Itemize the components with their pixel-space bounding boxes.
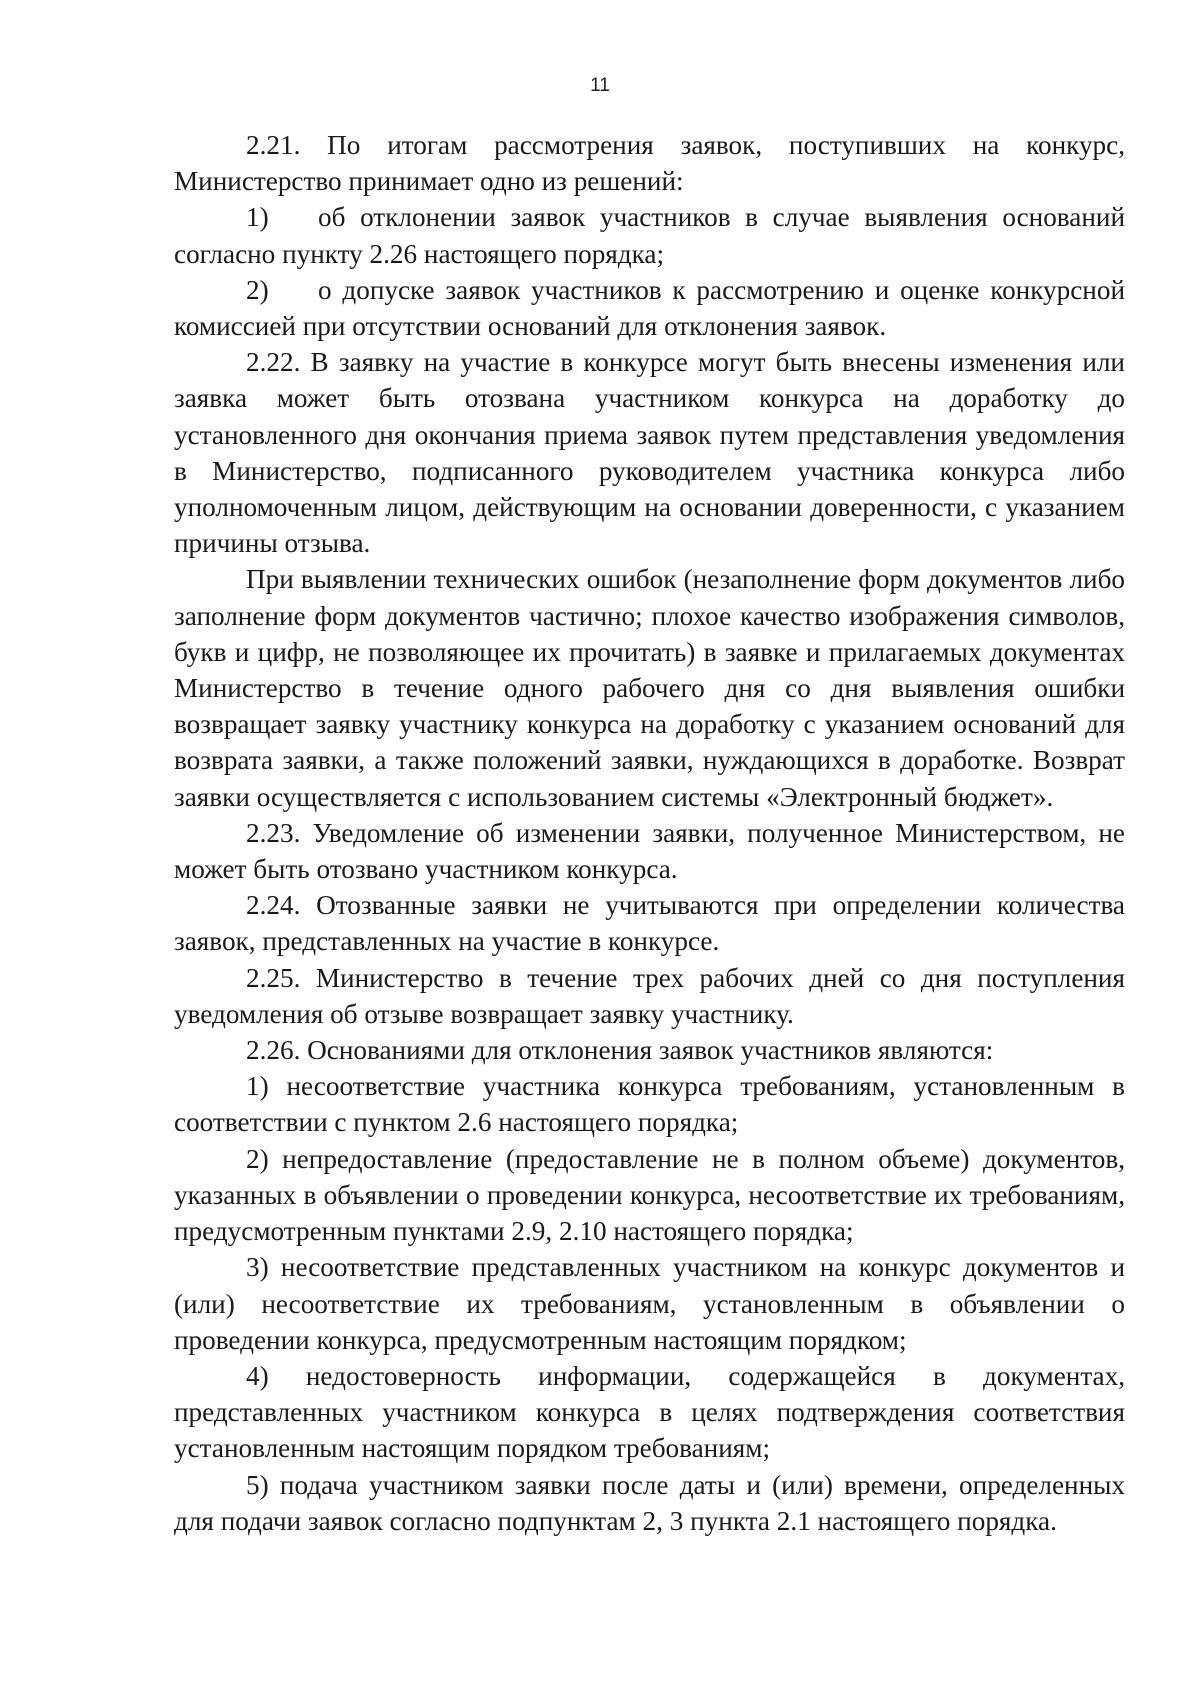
item-number: 1) bbox=[246, 202, 269, 233]
item-text: об отклонении заявок участников в случае выявления оснований согласно пункту 2.26 настоящего порядка; bbox=[174, 202, 1125, 269]
paragraph-technical-errors: При выявлении технических ошибок (незаполнение форм документов либо заполнение форм документов частично; плохое качество изображения символов, букв и цифр, не позволяющее их прочитать) в заявке и прилагаемых документах Министерство в течение одного рабочего дня со дня выявления ошибки возвращает заявку участнику конкурса на доработку с указанием оснований для возврата заявки, а также положений заявки, нуждающихся в доработке. Возврат заявки осуществляется с использованием системы «Электронный бюджет». bbox=[174, 564, 1125, 812]
paragraph-2-26-item-4: 4) недостоверность информации, содержащейся в документах, представленных участником конкурса в целях подтверждения соответствия установленным настоящим порядком требованиям; bbox=[174, 1360, 1125, 1464]
paragraph-2-26-item-1: 1) несоответствие участника конкурса требованиям, установленным в соответствии с пунктом 2.6 настоящего порядка; bbox=[174, 1071, 1125, 1138]
paragraph-2-26: 2.26. Основаниями для отклонения заявок участников являются: bbox=[246, 1035, 994, 1066]
item-number: 2) bbox=[246, 274, 269, 305]
item-text: о допуске заявок участников к рассмотрению и оценке конкурсной комиссией при отсутствии оснований для отклонения заявок. bbox=[174, 274, 1125, 342]
paragraph-2-21: 2.21. По итогам рассмотрения заявок, поступивших на конкурс, Министерство принимает одно из решений: bbox=[174, 130, 1125, 197]
paragraph-2-21-item-1 bbox=[174, 199, 1125, 271]
document-body bbox=[174, 127, 1125, 1539]
paragraph-2-26-item-5: 5) подача участником заявки после даты и (или) времени, определенных для подачи заявок согласно подпунктам 2, 3 пункта 2.1 настоящего порядка. bbox=[174, 1469, 1125, 1536]
paragraph-2-26-item-2: 2) непредоставление (предоставление не в полном объеме) документов, указанных в объявлении о проведении конкурса, несоответствие их требованиям, предусмотренным пунктами 2.9, 2.10 настоящего порядка; bbox=[174, 1143, 1125, 1247]
paragraph-2-21-item-2 bbox=[174, 272, 1125, 344]
paragraph-2-23: 2.23. Уведомление об изменении заявки, полученное Министерством, не может быть отозвано участником конкурса. bbox=[174, 817, 1125, 885]
paragraph-2-22: 2.22. В заявку на участие в конкурсе могут быть внесены изменения или заявка может быть отозвана участником конкурса на доработку до установленного дня окончания приема заявок путем представления уведомления в Министерство, подписанного руководителем участника конкурса либо уполномоченным лицом, действующим на основании доверенности, с указанием причины отзыва. bbox=[174, 347, 1125, 559]
paragraph-2-24: 2.24. Отозванные заявки не учитываются при определении количества заявок, представленных на участие в конкурсе. bbox=[174, 890, 1125, 957]
paragraph-2-25: 2.25. Министерство в течение трех рабочих дней со дня поступления уведомления об отзыве возвращает заявку участнику. bbox=[174, 962, 1125, 1029]
paragraph-2-26-item-3: 3) несоответствие представленных участником на конкурс документов и (или) несоответствие их требованиям, установленным в объявлении о проведении конкурса, предусмотренным настоящим порядком; bbox=[174, 1252, 1125, 1355]
page-number: 11 bbox=[590, 75, 610, 96]
